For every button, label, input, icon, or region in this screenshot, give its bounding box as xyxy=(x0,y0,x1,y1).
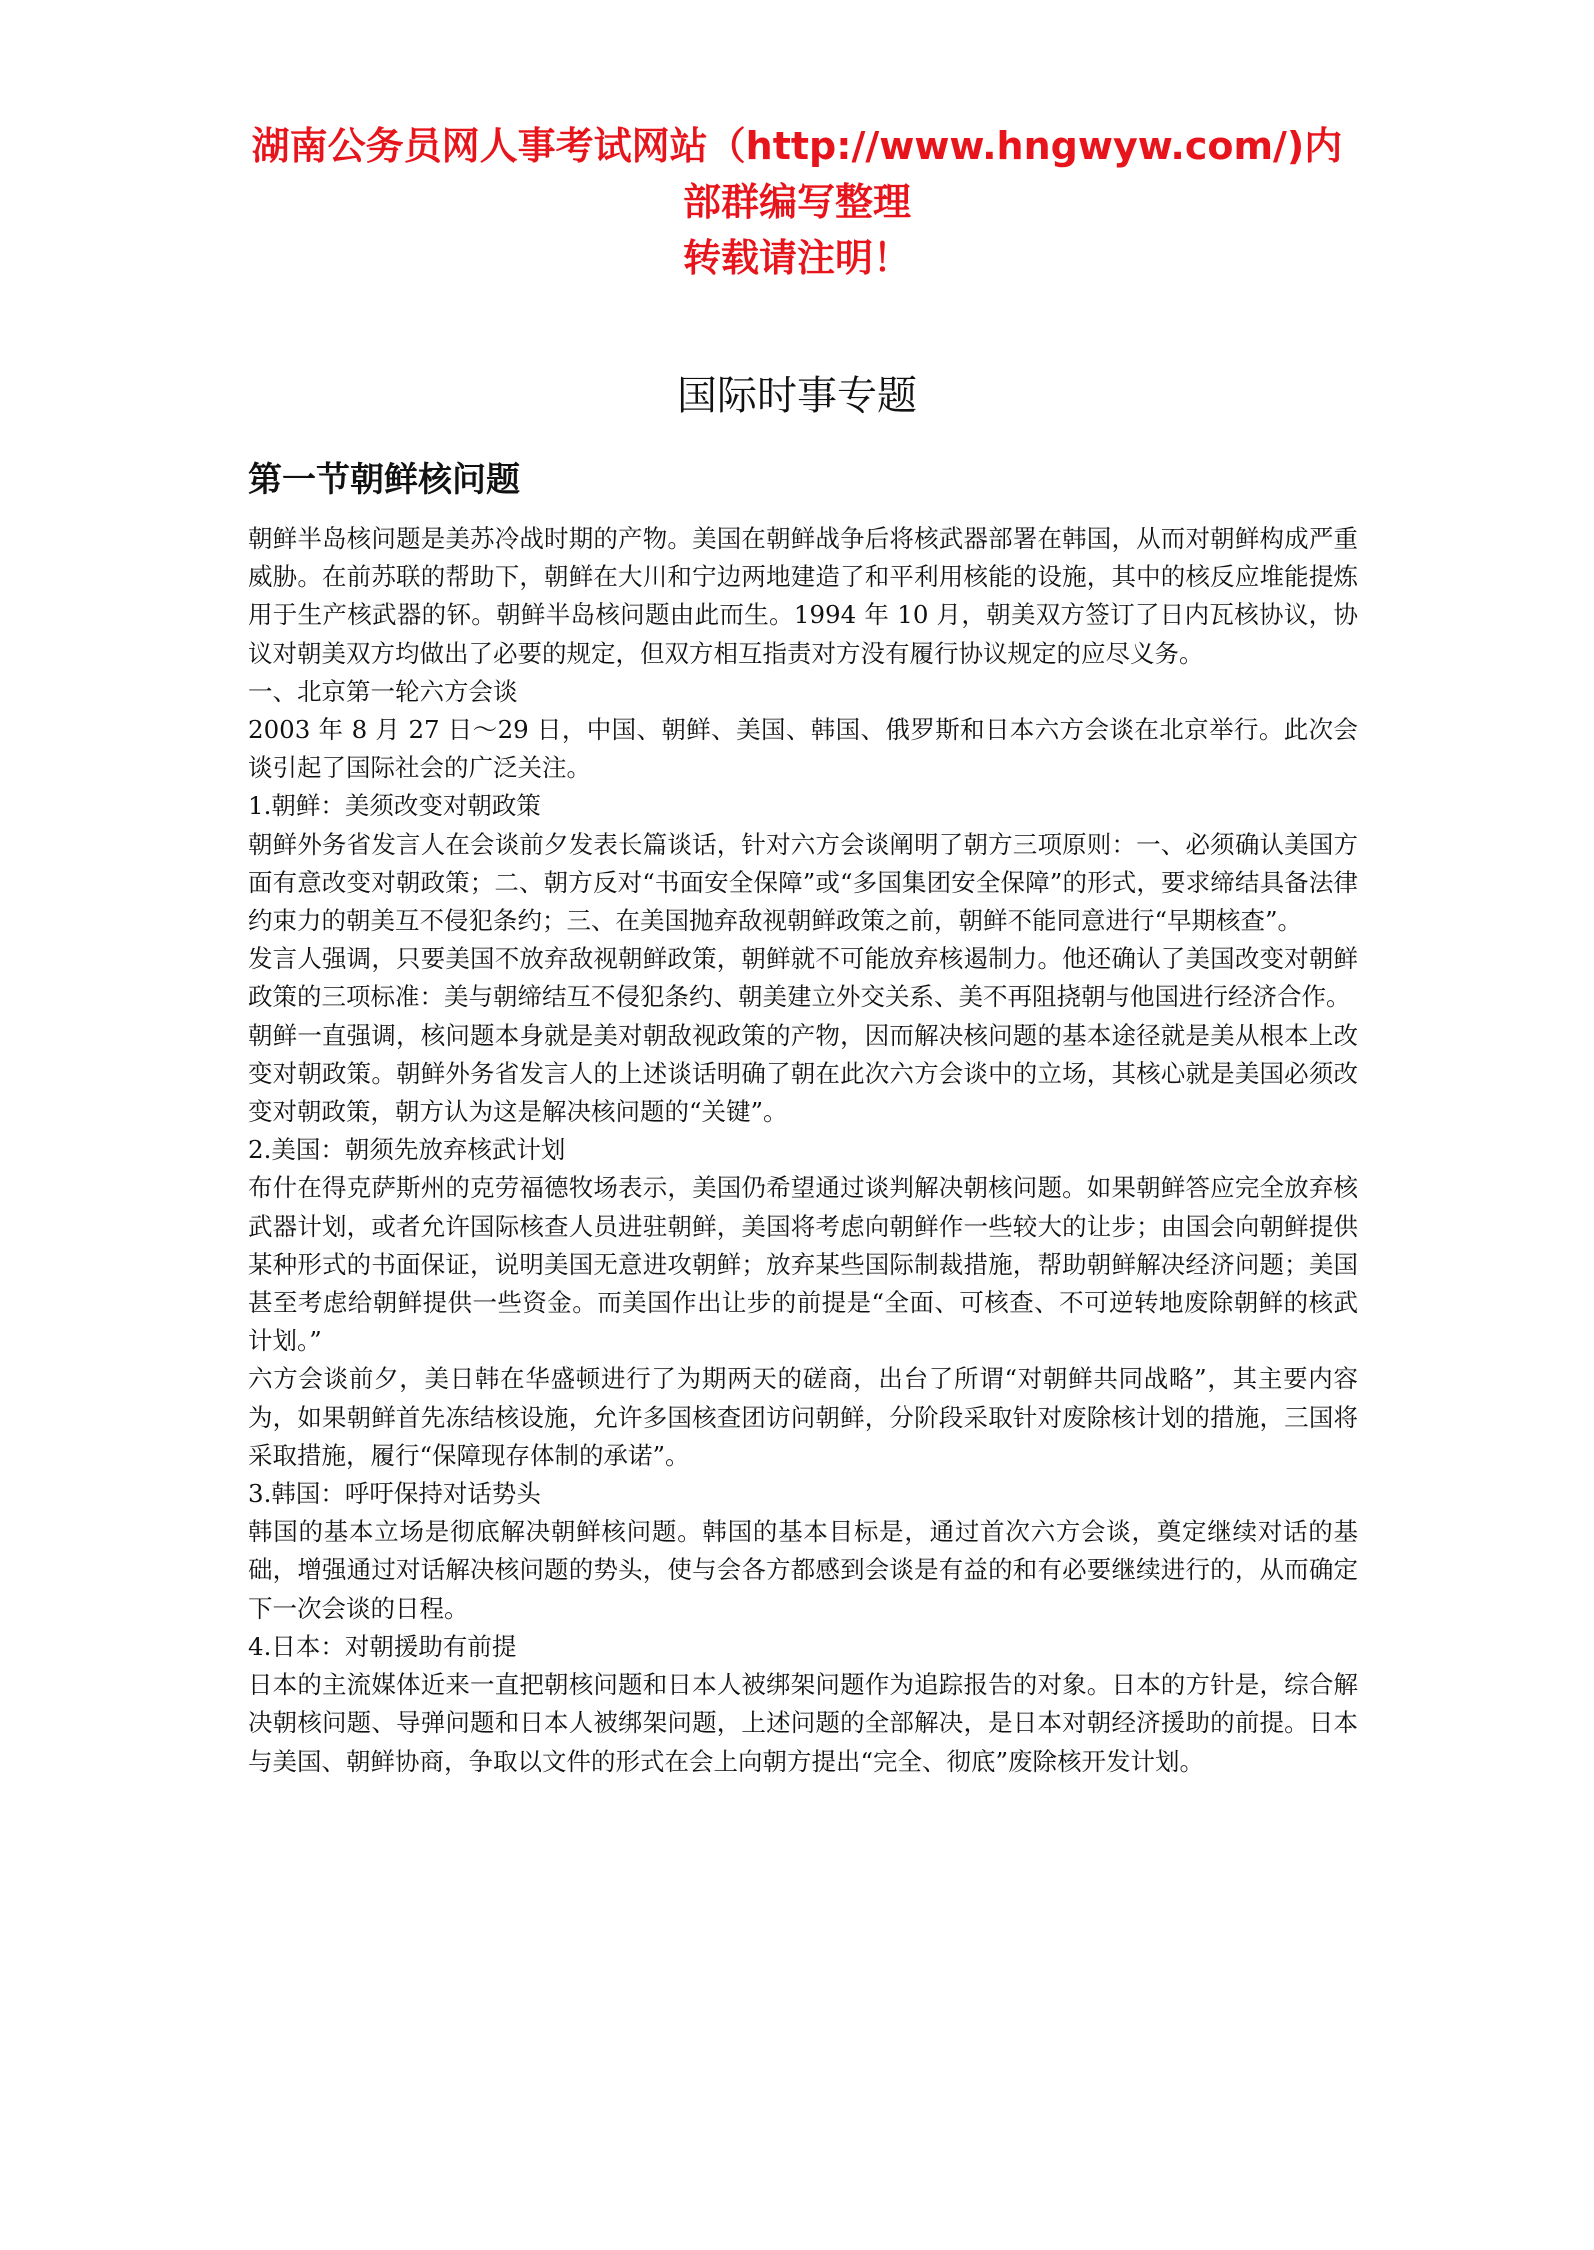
subheading: 3.韩国：呼吁保持对话势头 xyxy=(248,1479,541,1509)
header-line-1: 湖南公务员网人事考试网站（http://www.hngwyw.com/)内 xyxy=(251,124,1343,168)
paragraph: 韩国的基本立场是彻底解决朝鲜核问题。韩国的基本目标是，通过首次六方会谈，奠定继续对话的基础，增强通过对话解决核问题的势头，使与会各方都感到会谈是有益的和有必要继续进行的，从而确定下一次会谈的日程。 xyxy=(248,1517,1358,1623)
paragraph: 发言人强调，只要美国不放弃敌视朝鲜政策，朝鲜就不可能放弃核遏制力。他还确认了美国改变对朝鲜政策的三项标准：美与朝缔结互不侵犯条约、朝美建立外交关系、美不再阻挠朝与他国进行经济合作。 xyxy=(248,944,1358,1012)
source-header xyxy=(200,118,1394,286)
paragraph: 朝鲜一直强调，核问题本身就是美对朝敌视政策的产物，因而解决核问题的基本途径就是美从根本上改变对朝政策。朝鲜外务省发言人的上述谈话明确了朝在此次六方会谈中的立场，其核心就是美国必须改变对朝政策，朝方认为这是解决核问题的“关键”。 xyxy=(248,1020,1358,1127)
subheading: 1.朝鲜：美须改变对朝政策 xyxy=(248,791,541,821)
document-title: 国际时事专题 xyxy=(677,373,917,419)
paragraph: 朝鲜外务省发言人在会谈前夕发表长篇谈话，针对六方会谈阐明了朝方三项原则：一、必须确认美国方面有意改变对朝政策；二、朝方反对“书面安全保障”或“多国集团安全保障”的形式，要求缔结具备法律约束力的朝美互不侵犯条约；三、在美国抛弃敌视朝鲜政策之前，朝鲜不能同意进行“早期核查”。 xyxy=(248,829,1358,936)
paragraph: 六方会谈前夕，美日韩在华盛顿进行了为期两天的磋商，出台了所谓“对朝鲜共同战略”，其主要内容为，如果朝鲜首先冻结核设施，允许多国核查团访问朝鲜，分阶段采取针对废除核计划的措施，三国将采取措施，履行“保障现存体制的承诺”。 xyxy=(248,1364,1358,1470)
subheading: 一、北京第一轮六方会谈 xyxy=(248,676,518,706)
header-line-3: 转载请注明！ xyxy=(682,236,911,280)
subheading: 2.美国：朝须先放弃核武计划 xyxy=(248,1135,566,1165)
paragraph: 2003 年 8 月 27 日～29 日，中国、朝鲜、美国、韩国、俄罗斯和日本六方会谈在北京举行。此次会谈引起了国际社会的广泛关注。 xyxy=(248,715,1358,783)
subheading: 4.日本：对朝援助有前提 xyxy=(248,1631,517,1661)
paragraph: 日本的主流媒体近来一直把朝核问题和日本人被绑架问题作为追踪报告的对象。日本的方针是，综合解决朝核问题、导弹问题和日本人被绑架问题，上述问题的全部解决，是日本对朝经济援助的前提。日本与美国、朝鲜协商，争取以文件的形式在会上向朝方提出“完全、彻底”废除核开发计划。 xyxy=(248,1670,1358,1776)
section-heading: 第一节朝鲜核问题 xyxy=(248,460,520,500)
header-line-2: 部群编写整理 xyxy=(682,180,911,224)
document-body xyxy=(248,520,1358,1781)
paragraph: 布什在得克萨斯州的克劳福德牧场表示，美国仍希望通过谈判解决朝核问题。如果朝鲜答应完全放弃核武器计划，或者允许国际核查人员进驻朝鲜，美国将考虑向朝鲜作一些较大的让步；由国会向朝鲜提供某种形式的书面保证，说明美国无意进攻朝鲜；放弃某些国际制裁措施，帮助朝鲜解决经济问题；美国甚至考虑给朝鲜提供一些资金。而美国作出让步的前提是“全面、可核查、不可逆转地废除朝鲜的核武计划。” xyxy=(248,1173,1358,1356)
paragraph: 朝鲜半岛核问题是美苏冷战时期的产物。美国在朝鲜战争后将核武器部署在韩国，从而对朝鲜构成严重威胁。在前苏联的帮助下，朝鲜在大川和宁边两地建造了和平利用核能的设施，其中的核反应堆能提炼用于生产核武器的钚。朝鲜半岛核问题由此而生。1994 年 10 月，朝美双方签订了日内瓦核协议，协议对朝美双方均做出了必要的规定，但双方相互指责对方没有履行协议规定的应尽义务。 xyxy=(248,524,1358,668)
